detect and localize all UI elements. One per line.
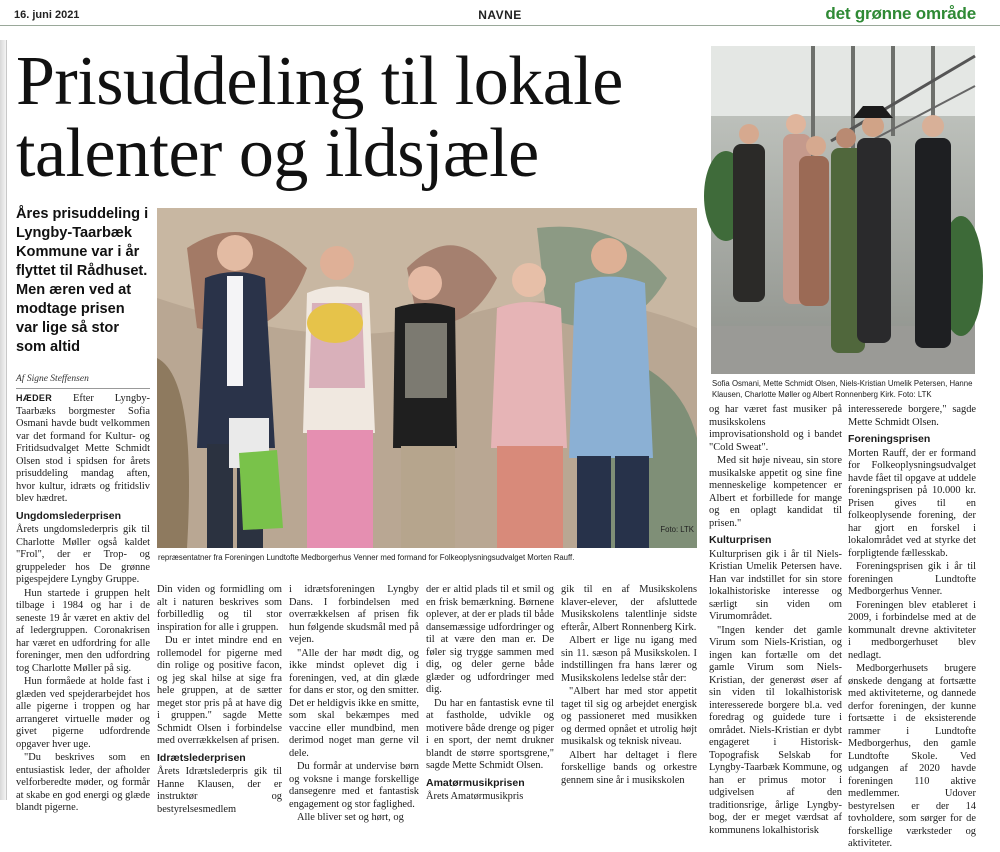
col7-paragraph: Medborgerhusets brugere ønskede dengang at fortsætte med aktiviteterne, og dannede derfor foreningen, der kunne fortsætte i de eksisterende rammer i Lundtofte Medborgerhus, den gamle Lundtofte Skole. Ved udgangen af 2020 havde foreningen 110 aktive medlemmer. Udover bestyrelsen er der 14 tovholdere, som sørger for de forskellige værksteder og aktiviteter.: [848, 663, 976, 849]
col3-paragraph: i idrætsforeningen Lyngby Dans. I forbindelsen med overrækkelsen af prisen fik hun følgende skudsmål med på vejen.: [289, 584, 419, 645]
col7-paragraph: Morten Rauff, der er formand for Folkeoplysningsudvalget havde fået til opgave at uddele foreningsprisen på 10.000 kr. Prisen gives til en folkeoplysende forening, der har gjort en forskel i lokalområdet ved at styrke det forpligtende fællesskab.: [848, 447, 976, 559]
col6-paragraph: "Ingen kender det gamle Virum som Niels-Kristian, og ingen kan fortælle om det gamle Virum som Niels-Kristian, der generøst øser af sin viden til lokalhistorisk interesserede borgere bl.a. ved foredrag og guidede ture i området. Niels-Kristian er dybt engageret i Historisk-Topografisk Selskab for Lyngby-Taarbæk Kommune, og han er primus motor i udgivelsen af den traditionsrige, årlige Lyngby-bog, der er meget værdsat af kommunens lokalhistorisk: [709, 624, 842, 836]
col2-paragraph: Årets Idrætslederpris gik til Hanne Klausen, der er instruktør og bestyrelsesmedlem: [157, 766, 282, 815]
col3-paragraph: "Alle der har mødt dig, og ikke mindst oplevet dig i foreningen, ved, at din glæde for dans er stor, og den smitter. Det er heldigvis ikke en smitte, som skal bekæmpes med vaccine eller mundbind, men derimod noget man gerne vil dele.: [289, 647, 419, 759]
col2-paragraph: Du er intet mindre end en rollemodel for pigerne med din rolige og positive facon, og jeg skal hilse at sige fra hele gruppen, at de sætter meget stor pris på at have dig i gruppen." sagde Mette Schmidt Olsen i forbindelse med overrækkelsen af prisen.: [157, 635, 282, 746]
col1-paragraph: Hun startede i gruppen helt tilbage i 1984 og har i de seneste 19 år været en aktiv del af ledergruppen. Coronakrisen har været en udfordring for alle foreninger, men den udfordring tog Charlotte Møller på sig.: [16, 587, 150, 674]
lead-paragraph: Åres prisuddeling i Lyngby-Taarbæk Kommune var i år flyttet til Rådhuset. Men æren ved at modtage prisen var lige så stor som altid: [16, 206, 149, 355]
group-photo: [711, 46, 975, 374]
col2-paragraph: Din viden og formidling om alt i naturen beskrives som forbilledlig og til stor inspiration for alle i gruppen.: [157, 584, 282, 633]
section-title: NAVNE: [478, 8, 522, 22]
col5-paragraph: Albert har deltaget i flere forskellige bands og orkestre gennem sine år i musikskolen: [561, 749, 697, 786]
col4-paragraph: Du har en fantastisk evne til at fastholde, udvikle og motivere både drenge og piger i en sport, der nemt drukner blandt de større sportsgrene," sagde Mette Schmidt Olsen.: [426, 697, 554, 771]
col1-paragraph: Årets ungdomslederpris gik til Charlotte Møller også kaldet "Frol", der er Trop- og gruppeleder hos De grønne pigespejdere Lyngby Gruppe.: [16, 524, 150, 585]
subhead-kulturprisen: Kulturprisen: [709, 534, 772, 546]
subhead-amatoermusikprisen: Amatørmusikprisen: [426, 776, 525, 789]
col4-paragraph: Årets Amatørmusikpris: [426, 791, 524, 802]
col3-paragraph: Du formår at undervise børn og voksne i mange forskellige dansegenre med et fantastisk engagement og stor faglighed.: [289, 761, 419, 810]
article-column-6: [709, 404, 842, 838]
main-photo-caption: repræsentatner fra Foreningen Lundtofte Medborgerhus Venner med formand for Folkeoplysningsudvalget Morten Rauff.: [158, 553, 575, 562]
subhead-idraetslederprisen: Idrætslederprisen: [157, 751, 246, 764]
main-photo-credit: Foto: LTK: [660, 525, 694, 534]
col7-paragraph: interesserede borgere," sagde Mette Schmidt Olsen.: [848, 404, 976, 428]
article-column-1: [16, 392, 150, 816]
col1-paragraph: Hun formåede at holde fast i glæden ved spejderarbejdet hos alle pigerne i troppen og har arrangeret virtuelle møder og givet pigerne udfordrende opgaver hver uge.: [16, 676, 150, 750]
col7-paragraph: Foreningen blev etableret i 2009, i forbindelse med at de kommunalt drevne aktiviteter i medborgerhuset blev nedlagt.: [848, 599, 976, 661]
col7-paragraph: Foreningsprisen gik i år til foreningen Lundtofte Medborgerhus Venner.: [848, 561, 976, 597]
issue-date: 16. juni 2021: [14, 9, 80, 21]
subhead-ungdomslederprisen: Ungdomslederprisen: [16, 509, 122, 522]
kicker: HÆDER: [16, 393, 53, 403]
col5-paragraph: gik til en af Musikskolens klaver-elever, der afsluttede Musikskolens talentlinje sidste efterår, Albert Ronnenberg Kirk.: [561, 584, 697, 633]
byline-divider: [16, 388, 150, 389]
article-column-3: [289, 584, 419, 826]
col6-paragraph: Med sit høje niveau, sin store musikalske appetit og sine fine menneskelige kompetencer er Albert et forbillede for mange og en oplagt kandidat til prisen.": [709, 455, 842, 529]
group-photo-caption: Sofia Osmani, Mette Schmidt Olsen, Niels-Kristian Umelik Petersen, Hanne Klausen, Charlotte Møller og Albert Ronnenberg Kirk. Foto: LTK: [712, 379, 973, 399]
col4-paragraph: der er altid plads til et smil og en frisk bemærkning. Børnene oplever, at der er plads til både dansemæssige udfordringer og til at være den man er. De føler sig trygge sammen med dig, og deler gerne både glæder og udfordringer med dig.: [426, 584, 554, 695]
col5-paragraph: "Albert har med stor appetit taget til sig og arbejdet energisk og passioneret med musikken og dermed opnået et utrolig højt musikalsk og teknisk niveau.: [561, 686, 697, 747]
col1-paragraph: Efter Lyngby-Taarbæks borgmester Sofia Osmani havde budt velkommen var det formand for Kultur- og Fritidsudvalget Mette Schmidt Olsen stod i spidsen for årets prisuddeling mandag aften, hvor kultur, idræts og fritidsliv blev hædret.: [16, 393, 150, 504]
col6-paragraph: Kulturprisen gik i år til Niels-Kristian Umelik Petersen have. Han var indstillet for sin store lokalhistoriske interesse og særligt sin viden om Virumområdet.: [709, 548, 842, 622]
page-header: [0, 0, 1000, 26]
article-column-4: [426, 584, 554, 805]
col5-paragraph: Albert er lige nu igang med sin 11. sæson på Musikskolen. I indstillingen fra hans lærer og Musikskolens ledelse står der:: [561, 635, 697, 684]
publication-brand: det grønne område: [825, 4, 976, 23]
headline: Prisuddeling til lokale talenter og ildsjæle: [16, 43, 623, 192]
subhead-foreningsprisen: Foreningsprisen: [848, 433, 931, 445]
col1-paragraph: "Du beskrives som en entusiastisk leder, der afholder velforberedte møder, og formår at skabe en god energi og glæde blandt pigerne.: [16, 752, 150, 813]
col6-paragraph: og har været fast musiker på musikskolens improvisationshold og i bandet "Cold Sweat".: [709, 404, 842, 453]
article-column-2: [157, 584, 282, 817]
article-column-5: [561, 584, 697, 788]
col3-paragraph: Alle bliver set og hørt, og: [297, 812, 404, 823]
article-column-7: [848, 404, 976, 852]
main-photo: [157, 208, 697, 548]
adjacent-page-edge: [0, 40, 7, 800]
byline: Af Signe Steffensen: [16, 374, 89, 384]
